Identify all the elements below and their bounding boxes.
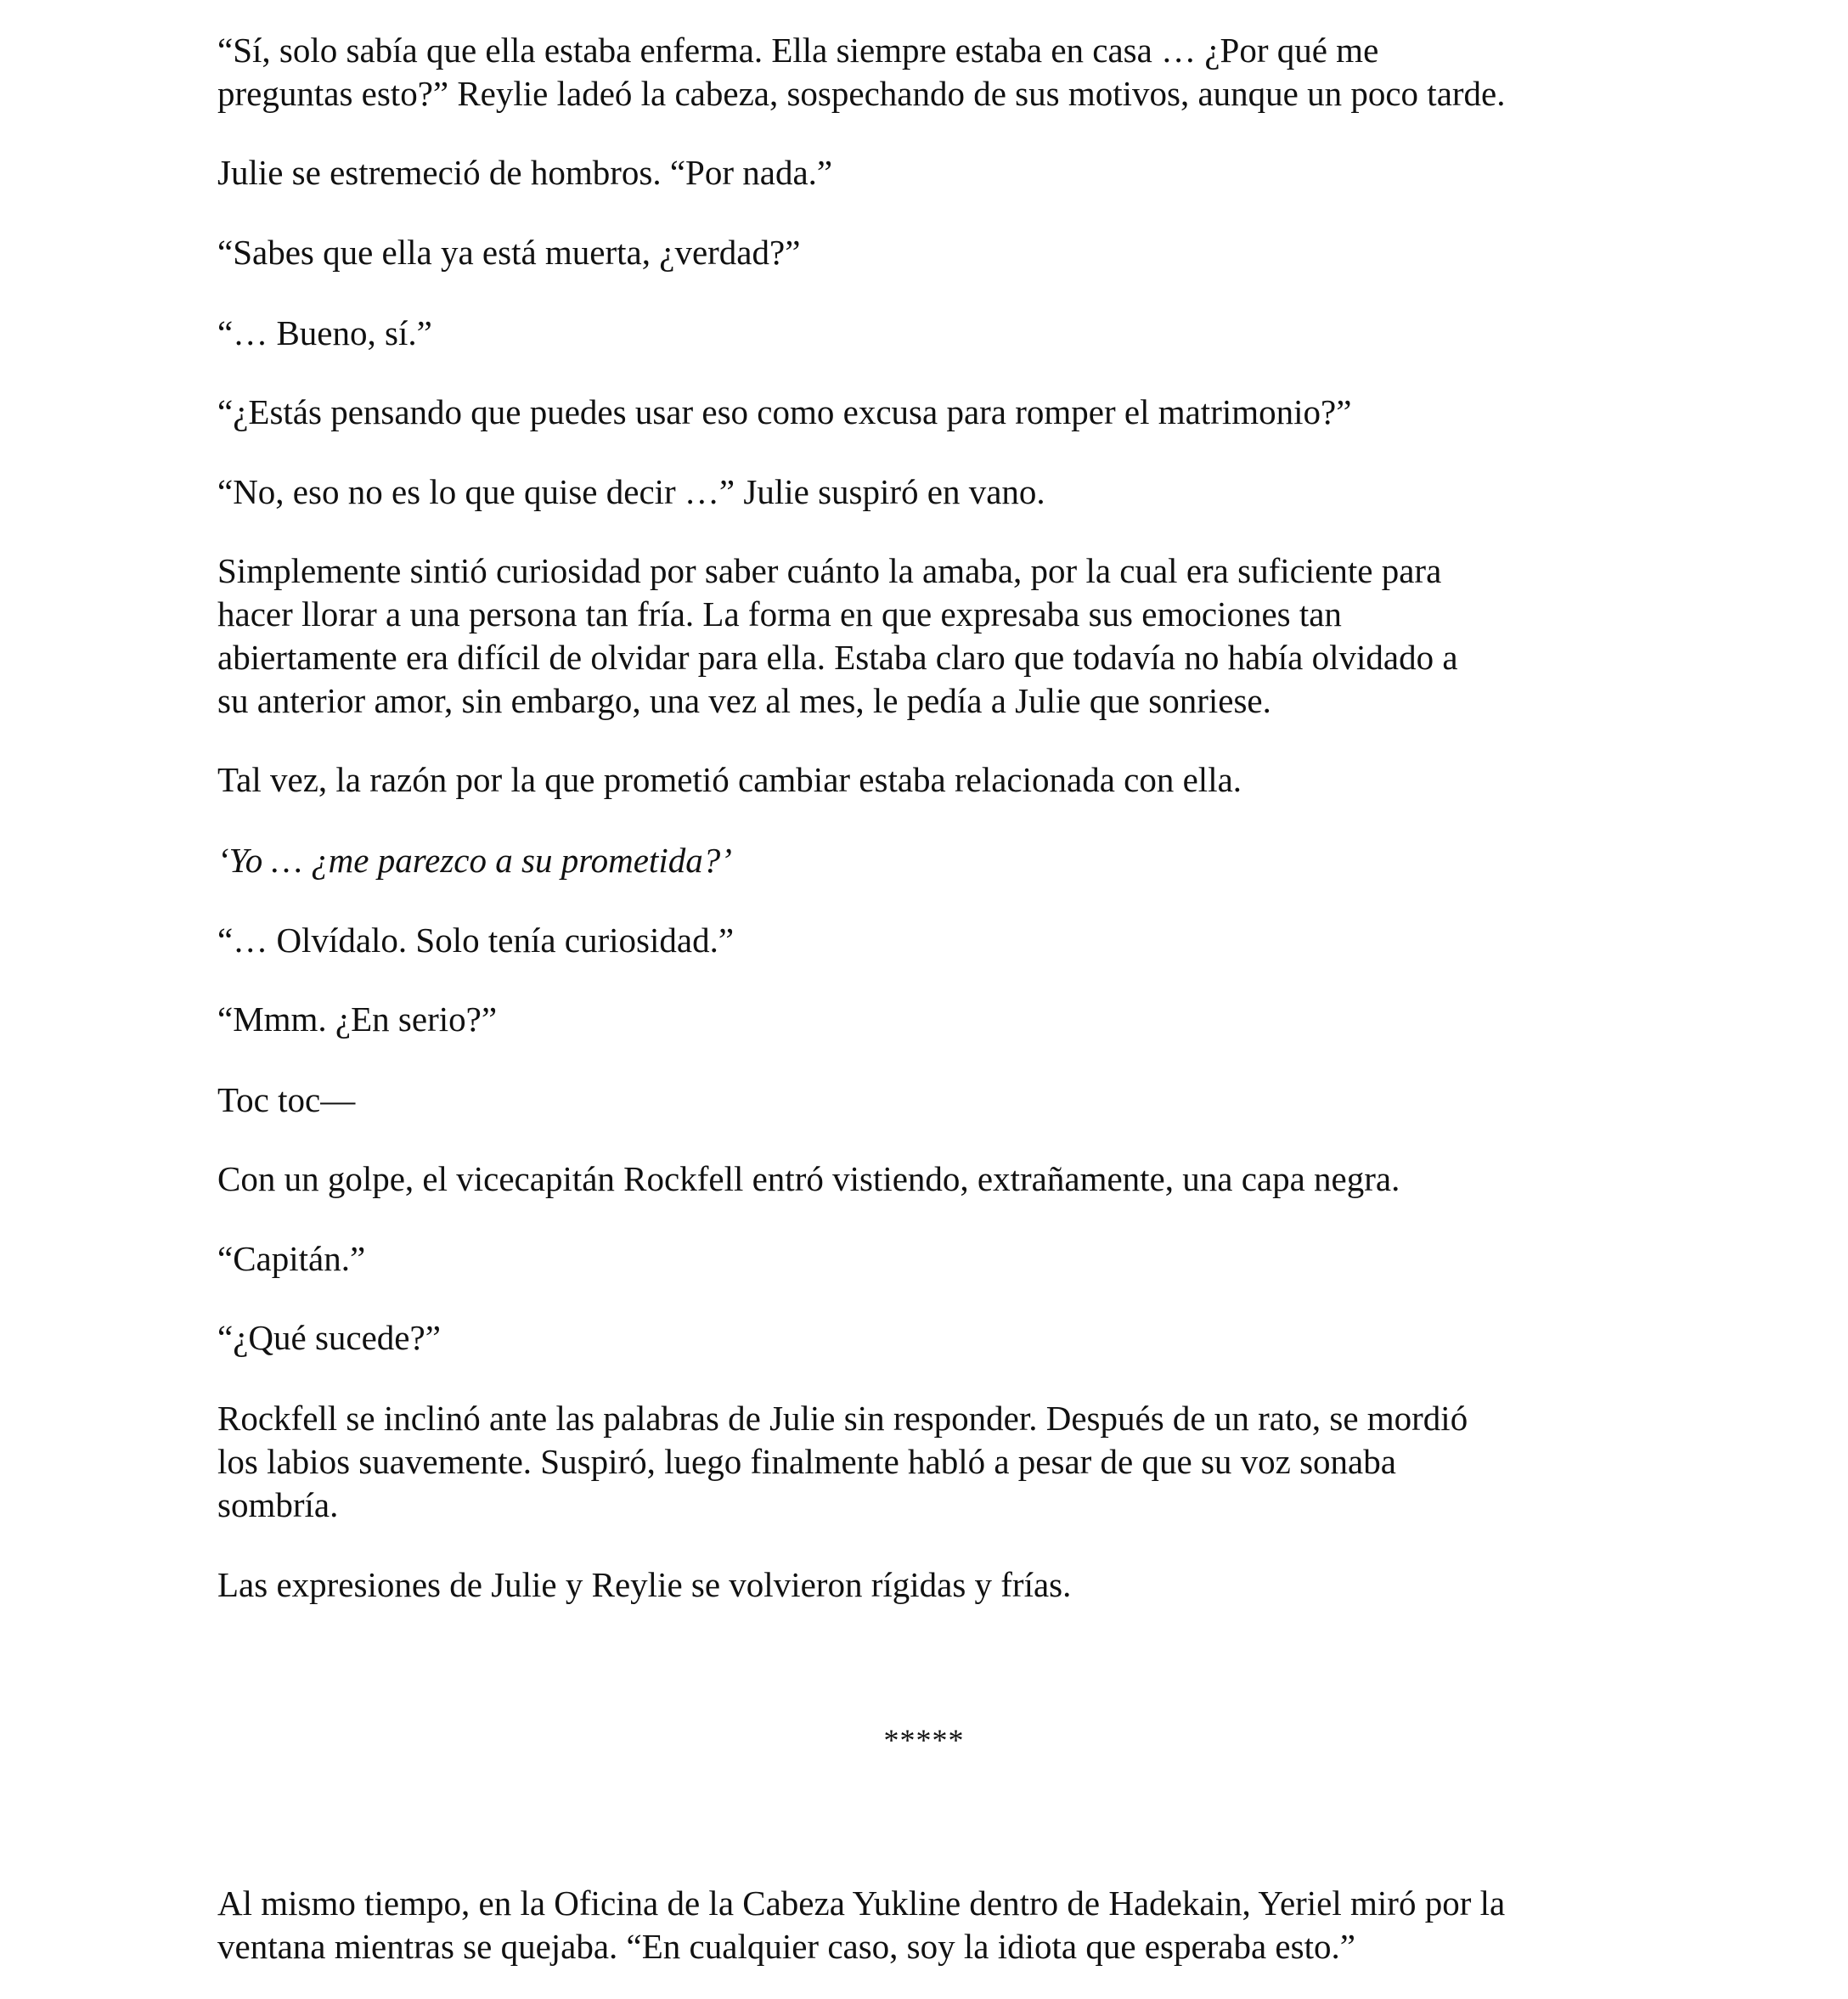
text-line: Simplemente sintió curiosidad por saber cuánto la amaba, por la cual era suficiente para <box>217 551 1442 590</box>
text-line: “… Olvídalo. Solo tenía curiosidad.” <box>217 921 735 960</box>
paragraph <box>217 919 1661 962</box>
text-line: “¿Estás pensando que puedes usar eso como excusa para romper el matrimonio?” <box>217 392 1352 431</box>
text-line: ventana mientras se quejaba. “En cualquier caso, soy la idiota que esperaba esto.” <box>217 1927 1355 1966</box>
text-line: “Capitán.” <box>217 1239 366 1278</box>
text-line: Con un golpe, el vicecapitán Rockfell entró vistiendo, extrañamente, una capa negra. <box>217 1159 1400 1198</box>
paragraph <box>217 29 1661 115</box>
paragraph <box>217 1397 1661 1527</box>
text-line: “… Bueno, sí.” <box>217 313 432 352</box>
paragraph <box>217 549 1661 723</box>
paragraph <box>217 312 1661 355</box>
text-line: preguntas esto?” Reylie ladeó la cabeza, sospechando de sus motivos, aunque un poco tarde. <box>217 74 1506 113</box>
text-line: Julie se estremeció de hombros. “Por nada.” <box>217 153 833 192</box>
text-line: “Mmm. ¿En serio?” <box>217 1000 498 1039</box>
text-line: “¿Qué sucede?” <box>217 1318 441 1357</box>
paragraph <box>217 391 1661 434</box>
paragraph <box>217 1316 1661 1360</box>
text-line: Rockfell se inclinó ante las palabras de Julie sin responder. Después de un rato, se mordió <box>217 1399 1468 1438</box>
paragraph <box>217 1882 1661 1968</box>
text-line: su anterior amor, sin embargo, una vez al mes, le pedía a Julie que sonriese. <box>217 681 1271 720</box>
paragraph <box>217 231 1661 274</box>
text-line: Tal vez, la razón por la que prometió cambiar estaba relacionada con ella. <box>217 760 1242 799</box>
text-line: “No, eso no es lo que quise decir …” Julie suspiró en vano. <box>217 472 1045 511</box>
paragraph <box>217 1237 1661 1281</box>
text-line: hacer llorar a una persona tan fría. La forma en que expresaba sus emociones tan <box>217 594 1342 633</box>
paragraph <box>217 1563 1661 1607</box>
text-line: “Sí, solo sabía que ella estaba enferma. Ella siempre estaba en casa … ¿Por qué me <box>217 31 1379 70</box>
paragraph <box>217 1078 1661 1122</box>
scene-separator: ***** <box>883 1723 965 1757</box>
text-line: ‘Yo … ¿me parezco a su prometida?’ <box>217 841 732 880</box>
paragraph <box>217 758 1661 802</box>
paragraph <box>217 151 1661 194</box>
text-line: Toc toc— <box>217 1080 356 1119</box>
text-line: Las expresiones de Julie y Reylie se volvieron rígidas y frías. <box>217 1565 1072 1604</box>
italic-thought <box>217 839 1661 882</box>
text-line: Al mismo tiempo, en la Oficina de la Cabeza Yukline dentro de Hadekain, Yeriel miró por la <box>217 1884 1506 1923</box>
paragraph <box>217 470 1661 514</box>
paragraph <box>217 998 1661 1041</box>
text-line: los labios suavemente. Suspiró, luego finalmente habló a pesar de que su voz sonaba <box>217 1442 1396 1481</box>
paragraph <box>217 1157 1661 1201</box>
text-line: abiertamente era difícil de olvidar para ella. Estaba claro que todavía no había olvidado a <box>217 638 1458 677</box>
text-line: sombría. <box>217 1485 339 1524</box>
text-line: “Sabes que ella ya está muerta, ¿verdad?” <box>217 233 801 272</box>
